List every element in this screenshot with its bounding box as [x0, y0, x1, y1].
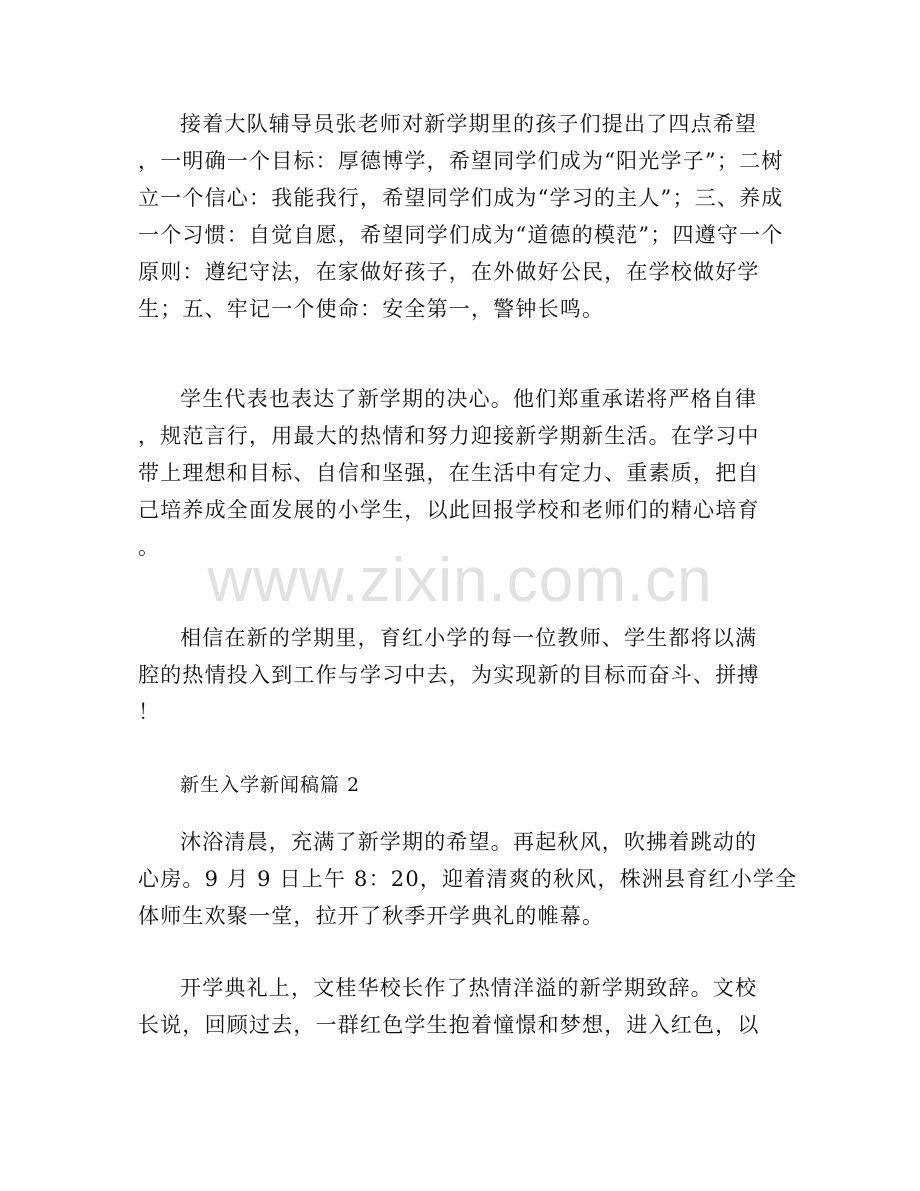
- text-line: 带上理想和目标、自信和坚强，在生活中有定力、重素质，把自: [138, 461, 760, 485]
- paragraph-opening-morning: [138, 824, 798, 935]
- text-line: 沐浴清晨，充满了新学期的希望。再起秋风，吹拂着跳动的: [180, 830, 758, 854]
- text-line: ，规范言行，用最大的热情和努力迎接新学期新生活。在学习中: [138, 424, 760, 448]
- text-line: 长说，回顾过去，一群红色学生抱着憧憬和梦想，进入红色，以: [138, 1013, 760, 1037]
- text-line: 开学典礼上，文桂华校长作了热情洋溢的新学期致辞。文校: [180, 976, 758, 1000]
- text-line: 。: [138, 535, 161, 559]
- text-line: 接着大队辅导员张老师对新学期里的孩子们提出了四点希望: [180, 112, 758, 136]
- paragraph-expectations: [138, 106, 782, 328]
- paragraph-principal-speech: [138, 970, 782, 1044]
- text-line: 立一个信心：我能我行，希望同学们成为“学习的主人”；三、养成: [138, 186, 784, 210]
- text-line: ，一明确一个目标：厚德博学，希望同学们成为“阳光学子”；二树: [138, 149, 784, 173]
- text-line: 生；五、牢记一个使命：安全第一，警钟长鸣。: [138, 297, 605, 321]
- text-line: 体师生欢聚一堂，拉开了秋季开学典礼的帷幕。: [138, 904, 605, 928]
- text-line: 原则：遵纪守法，在家做好孩子，在外做好公民，在学校做好学: [138, 260, 760, 284]
- text-line: 一个习惯：自觉自愿，希望同学们成为“道德的模范”；四遵守一个: [138, 223, 784, 247]
- paragraph-new-semester: [138, 620, 782, 731]
- text-line: 腔的热情投入到工作与学习中去，为实现新的目标而奋斗、拼搏: [138, 663, 760, 687]
- text-line: 学生代表也表达了新学期的决心。他们郑重承诺将严格自律: [180, 387, 758, 411]
- text-line: 己培养成全面发展的小学生，以此回报学校和老师们的精心培育: [138, 498, 760, 522]
- text-line: 心房。9 月 9 日上午 8：20，迎着清爽的秋风，株洲县育红小学全: [138, 867, 798, 891]
- text-line: 相信在新的学期里，育红小学的每一位教师、学生都将以满: [180, 626, 758, 650]
- paragraph-student-representative: [138, 381, 782, 566]
- watermark: www.zixin.com.cn: [207, 546, 713, 615]
- section-heading: 新生入学新闻稿篇 2: [180, 774, 361, 796]
- text-line: ！: [138, 700, 161, 724]
